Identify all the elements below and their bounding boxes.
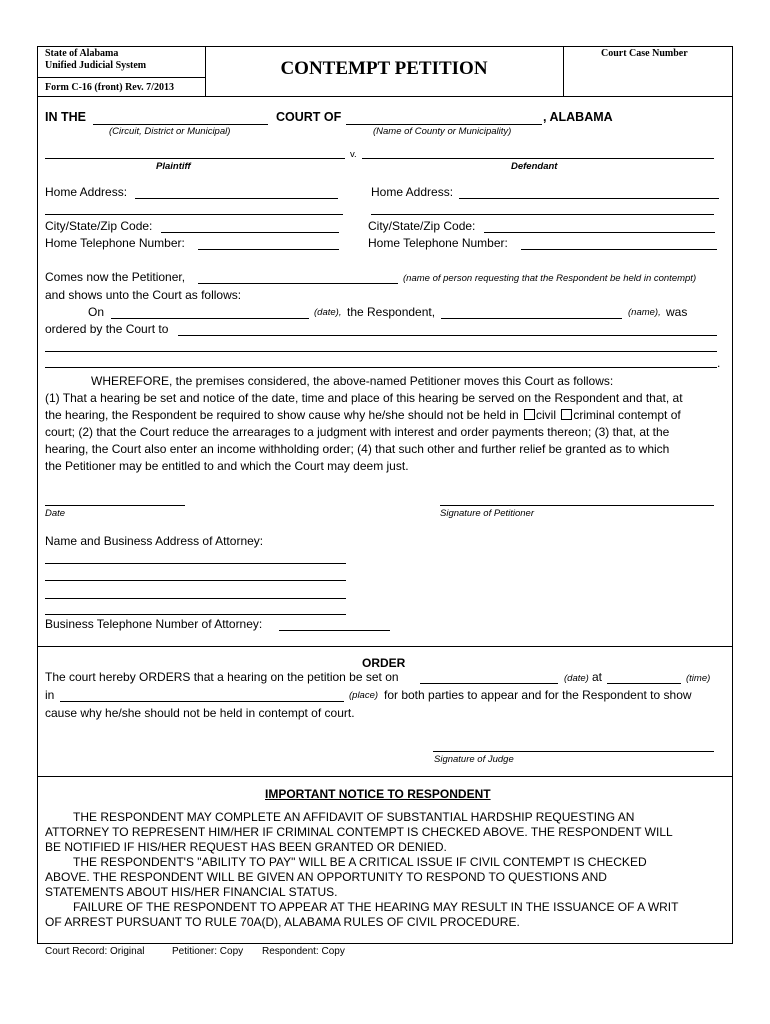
notice-p2-line-2: ABOVE. THE RESPONDENT WILL BE GIVEN AN OPPORTUNITY TO RESPOND TO QUESTIONS AND: [45, 870, 607, 884]
defendant-phone-field[interactable]: [521, 249, 717, 250]
petitioner-name-field[interactable]: [198, 283, 398, 284]
judge-signature-label: Signature of Judge: [434, 754, 514, 765]
defendant-city-label: City/State/Zip Code:: [368, 219, 476, 233]
court-case-number-label: Court Case Number: [601, 48, 688, 59]
ordered-by-label: ordered by the Court to: [45, 322, 169, 336]
defendant-phone-label: Home Telephone Number:: [368, 236, 508, 250]
order-date-field[interactable]: [111, 318, 309, 319]
hearing-time-field[interactable]: [607, 683, 681, 684]
attorney-name-address-label: Name and Business Address of Attorney:: [45, 534, 264, 548]
versus-label: v.: [350, 149, 357, 160]
place-hint: (place): [349, 690, 379, 701]
order-line-3: cause why he/she should not be held in contempt of court.: [45, 706, 355, 720]
ordered-to-field-2[interactable]: [45, 351, 717, 352]
state-label: State of Alabama: [45, 48, 119, 59]
the-respondent-label: the Respondent,: [347, 305, 436, 319]
notice-heading: IMPORTANT NOTICE TO RESPONDENT: [265, 787, 491, 801]
notice-p1-line-3: BE NOTIFIED IF HIS/HER REQUEST HAS BEEN GRANTED OR DENIED.: [45, 840, 447, 854]
notice-p2-line-1: [45, 855, 729, 870]
wherefore-line-5: hearing, the Court also enter an income withholding order; (4) that such other and further relief be granted as to which: [45, 442, 670, 456]
footer-respondent-copy: Respondent: Copy: [262, 946, 345, 957]
system-label: Unified Judicial System: [45, 60, 147, 71]
notice-p2-line-3: STATEMENTS ABOUT HIS/HER FINANCIAL STATUS.: [45, 885, 338, 899]
wherefore-paragraph: [45, 373, 725, 475]
notice-p3-l1: FAILURE OF THE RESPONDENT TO APPEAR AT THE HEARING MAY RESULT IN THE ISSUANCE OF A WRIT: [73, 900, 679, 914]
ordered-to-period: .: [717, 356, 721, 370]
plaintiff-name-field[interactable]: [45, 158, 345, 159]
hearing-date-hint: (date): [564, 673, 589, 684]
attorney-address-field-3[interactable]: [45, 598, 346, 599]
plaintiff-city-field[interactable]: [161, 232, 339, 233]
defendant-home-address-field[interactable]: [459, 198, 719, 199]
attorney-phone-label: Business Telephone Number of Attorney:: [45, 617, 263, 631]
order-divider: [37, 646, 732, 647]
defendant-label: Defendant: [511, 161, 558, 172]
notice-p3-line-2: OF ARREST PURSUANT TO RULE 70A(D), ALABAMA RULES OF CIVIL PROCEDURE.: [45, 915, 520, 929]
criminal-label: criminal contempt of: [573, 408, 681, 422]
plaintiff-home-address-label: Home Address:: [45, 185, 128, 199]
name-hint: (name),: [628, 307, 661, 318]
wherefore-line-3-text: the hearing, the Respondent be required to show cause why he/she should not be held in: [45, 408, 519, 422]
petitioner-hint: (name of person requesting that the Respondent be held in contempt): [403, 273, 697, 284]
notice-p3-line-1: [45, 900, 729, 915]
header-left-bottom-rule: [37, 77, 205, 78]
civil-label: civil: [536, 408, 557, 422]
order-line-2: for both parties to appear and for the Respondent to show: [384, 688, 692, 702]
plaintiff-home-address-field[interactable]: [135, 198, 338, 199]
court-type-field[interactable]: [93, 124, 268, 125]
order-heading: ORDER: [362, 656, 406, 670]
on-label: On: [88, 305, 105, 319]
at-label: at: [592, 670, 603, 684]
date-label: Date: [45, 508, 66, 519]
court-case-number-field[interactable]: [570, 62, 725, 92]
county-field[interactable]: [346, 124, 542, 125]
shows-unto-label: and shows unto the Court as follows:: [45, 288, 242, 302]
attorney-address-field-2[interactable]: [45, 580, 346, 581]
petitioner-signature-field[interactable]: [440, 505, 714, 506]
civil-contempt-checkbox[interactable]: [524, 409, 535, 420]
hearing-place-field[interactable]: [60, 701, 344, 702]
date-hint: (date),: [314, 307, 342, 318]
county-hint: (Name of County or Municipality): [373, 126, 512, 137]
page-title: CONTEMPT PETITION: [280, 58, 488, 79]
footer-court-record: Court Record: Original: [45, 946, 145, 957]
plaintiff-label: Plaintiff: [156, 161, 191, 172]
comes-now-label: Comes now the Petitioner,: [45, 270, 186, 284]
in-the-label: IN THE: [45, 110, 86, 124]
attorney-address-field-4[interactable]: [45, 614, 346, 615]
wherefore-line-3: [45, 407, 725, 424]
ordered-to-field-1[interactable]: [178, 335, 717, 336]
criminal-contempt-checkbox[interactable]: [561, 409, 572, 420]
respondent-name-field[interactable]: [441, 318, 622, 319]
court-of-label: COURT OF: [276, 110, 342, 124]
notice-p1-line-1: [45, 810, 729, 825]
wherefore-line-2: (1) That a hearing be set and notice of the date, time and place of this hearing be served on the Respondent and that, at: [45, 391, 683, 405]
wherefore-line-6: the Petitioner may be entitled to and which the Court may deem just.: [45, 459, 409, 473]
form-id: Form C-16 (front) Rev. 7/2013: [45, 82, 174, 93]
notice-p1-l1: THE RESPONDENT MAY COMPLETE AN AFFIDAVIT OF SUBSTANTIAL HARDSHIP REQUESTING AN: [73, 810, 635, 824]
defendant-city-field[interactable]: [484, 232, 715, 233]
notice-p1-line-2: ATTORNEY TO REPRESENT HIM/HER IF CRIMINAL CONTEMPT IS CHECKED ABOVE. THE RESPONDENT WILL: [45, 825, 673, 839]
in-label: in: [45, 688, 55, 702]
defendant-name-field[interactable]: [362, 158, 714, 159]
defendant-home-address-label: Home Address:: [371, 185, 454, 199]
header-bottom-rule: [37, 96, 732, 97]
petitioner-signature-label: Signature of Petitioner: [440, 508, 535, 519]
wherefore-line-4: court; (2) that the Court reduce the arrearages to a judgment with interest and order payments thereon; (3) that, at the: [45, 425, 670, 439]
hearing-time-hint: (time): [686, 673, 711, 684]
defendant-address-line2-field[interactable]: [371, 214, 714, 215]
attorney-address-field-1[interactable]: [45, 563, 346, 564]
ordered-to-field-3[interactable]: [45, 367, 717, 368]
plaintiff-phone-label: Home Telephone Number:: [45, 236, 185, 250]
alabama-label: , ALABAMA: [543, 110, 613, 124]
notice-p2-l1: THE RESPONDENT'S "ABILITY TO PAY" WILL BE A CRITICAL ISSUE IF CIVIL CONTEMPT IS CHECKED: [73, 855, 647, 869]
wherefore-intro: WHEREFORE, the premises considered, the above-named Petitioner moves this Court as follows:: [91, 374, 614, 388]
notice-body: [45, 810, 729, 930]
order-line-1: The court hereby ORDERS that a hearing on the petition be set on: [45, 670, 399, 684]
was-label: was: [666, 305, 688, 319]
plaintiff-address-line2-field[interactable]: [45, 214, 343, 215]
footer-petitioner-copy: Petitioner: Copy: [172, 946, 244, 957]
petition-date-field[interactable]: [45, 505, 185, 506]
plaintiff-city-label: City/State/Zip Code:: [45, 219, 153, 233]
header-divider-right: [563, 46, 564, 96]
plaintiff-phone-field[interactable]: [198, 249, 339, 250]
attorney-phone-field[interactable]: [279, 630, 390, 631]
hearing-date-field[interactable]: [420, 683, 558, 684]
judge-signature-field[interactable]: [433, 751, 714, 752]
court-type-hint: (Circuit, District or Municipal): [109, 126, 231, 137]
notice-divider: [37, 776, 732, 777]
